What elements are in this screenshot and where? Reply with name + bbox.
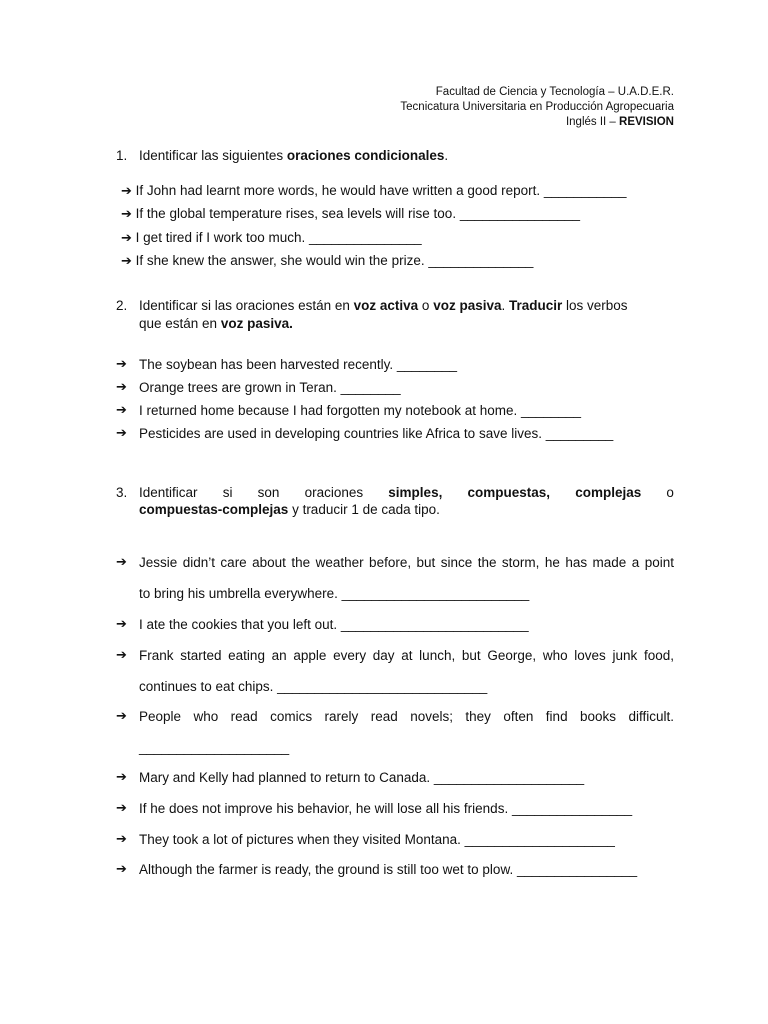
section-3-number: 3. [116,485,128,500]
list-item-continuation: ____________________ [139,740,290,755]
list-item: I ate the cookies that you left out. _________________________ [139,617,529,632]
list-item: ➔ If the global temperature rises, sea levels will rise too. ________________ [121,206,580,222]
arrow-icon: ➔ [116,709,127,724]
list-item: The soybean has been harvested recently. ________ [139,357,457,372]
section-3-instruction-line1: Identificar si son oraciones simples, compuestas, complejas o [139,485,674,500]
list-item: Mary and Kelly had planned to return to Canada. ____________________ [139,770,585,785]
section-1-instruction: Identificar las siguientes oraciones condicionales. [139,148,449,163]
list-item: If he does not improve his behavior, he will lose all his friends. ________________ [139,801,633,816]
arrow-icon: ➔ [116,555,127,570]
arrow-icon: ➔ [121,184,132,199]
arrow-icon: ➔ [116,380,127,395]
arrow-icon: ➔ [116,832,127,847]
list-item: ➔ I get tired if I work too much. _______________ [121,230,422,246]
arrow-icon: ➔ [121,254,132,269]
arrow-icon: ➔ [116,403,127,418]
arrow-icon: ➔ [116,357,127,372]
list-item: Orange trees are grown in Teran. ________ [139,380,401,395]
section-2-instruction: Identificar si las oraciones están en voz activa o voz pasiva. Traducir los verbos que están en voz pasiva. [139,298,628,331]
section-2-number: 2. [116,298,128,313]
list-item: I returned home because I had forgotten my notebook at home. ________ [139,403,582,418]
list-item: Although the farmer is ready, the ground is still too wet to plow. ________________ [139,862,638,877]
arrow-icon: ➔ [116,801,127,816]
list-item: Frank started eating an apple every day at lunch, but George, who loves junk food, [139,648,674,663]
list-item-continuation: to bring his umbrella everywhere. _________________________ [139,586,530,601]
arrow-icon: ➔ [116,426,127,441]
section-3-instruction-line2: compuestas-complejas y traducir 1 de cada tipo. [139,502,440,517]
header-program: Tecnicatura Universitaria en Producción Agropecuaria [400,101,674,113]
arrow-icon: ➔ [121,207,132,222]
list-item: Pesticides are used in developing countries like Africa to save lives. _________ [139,426,614,441]
header-revision: REVISION [619,116,674,128]
arrow-icon: ➔ [116,648,127,663]
list-item: Jessie didn’t care about the weather before, but since the storm, he has made a point [139,555,674,570]
arrow-icon: ➔ [121,231,132,246]
header-course: Inglés II – REVISION [565,116,674,128]
section-1-number: 1. [116,148,128,163]
header-institution: Facultad de Ciencia y Tecnología – U.A.D.E.R. [435,86,674,98]
list-item: ➔ If John had learnt more words, he would have written a good report. ___________ [121,183,627,199]
arrow-icon: ➔ [116,770,127,785]
list-item: ➔ If she knew the answer, she would win the prize. ______________ [121,253,534,269]
arrow-icon: ➔ [116,617,127,632]
arrow-icon: ➔ [116,862,127,877]
list-item-continuation: continues to eat chips. ____________________________ [139,679,488,694]
list-item: People who read comics rarely read novels; they often find books difficult. [139,709,674,724]
document-header [400,85,674,130]
list-item: They took a lot of pictures when they visited Montana. ____________________ [139,832,615,847]
